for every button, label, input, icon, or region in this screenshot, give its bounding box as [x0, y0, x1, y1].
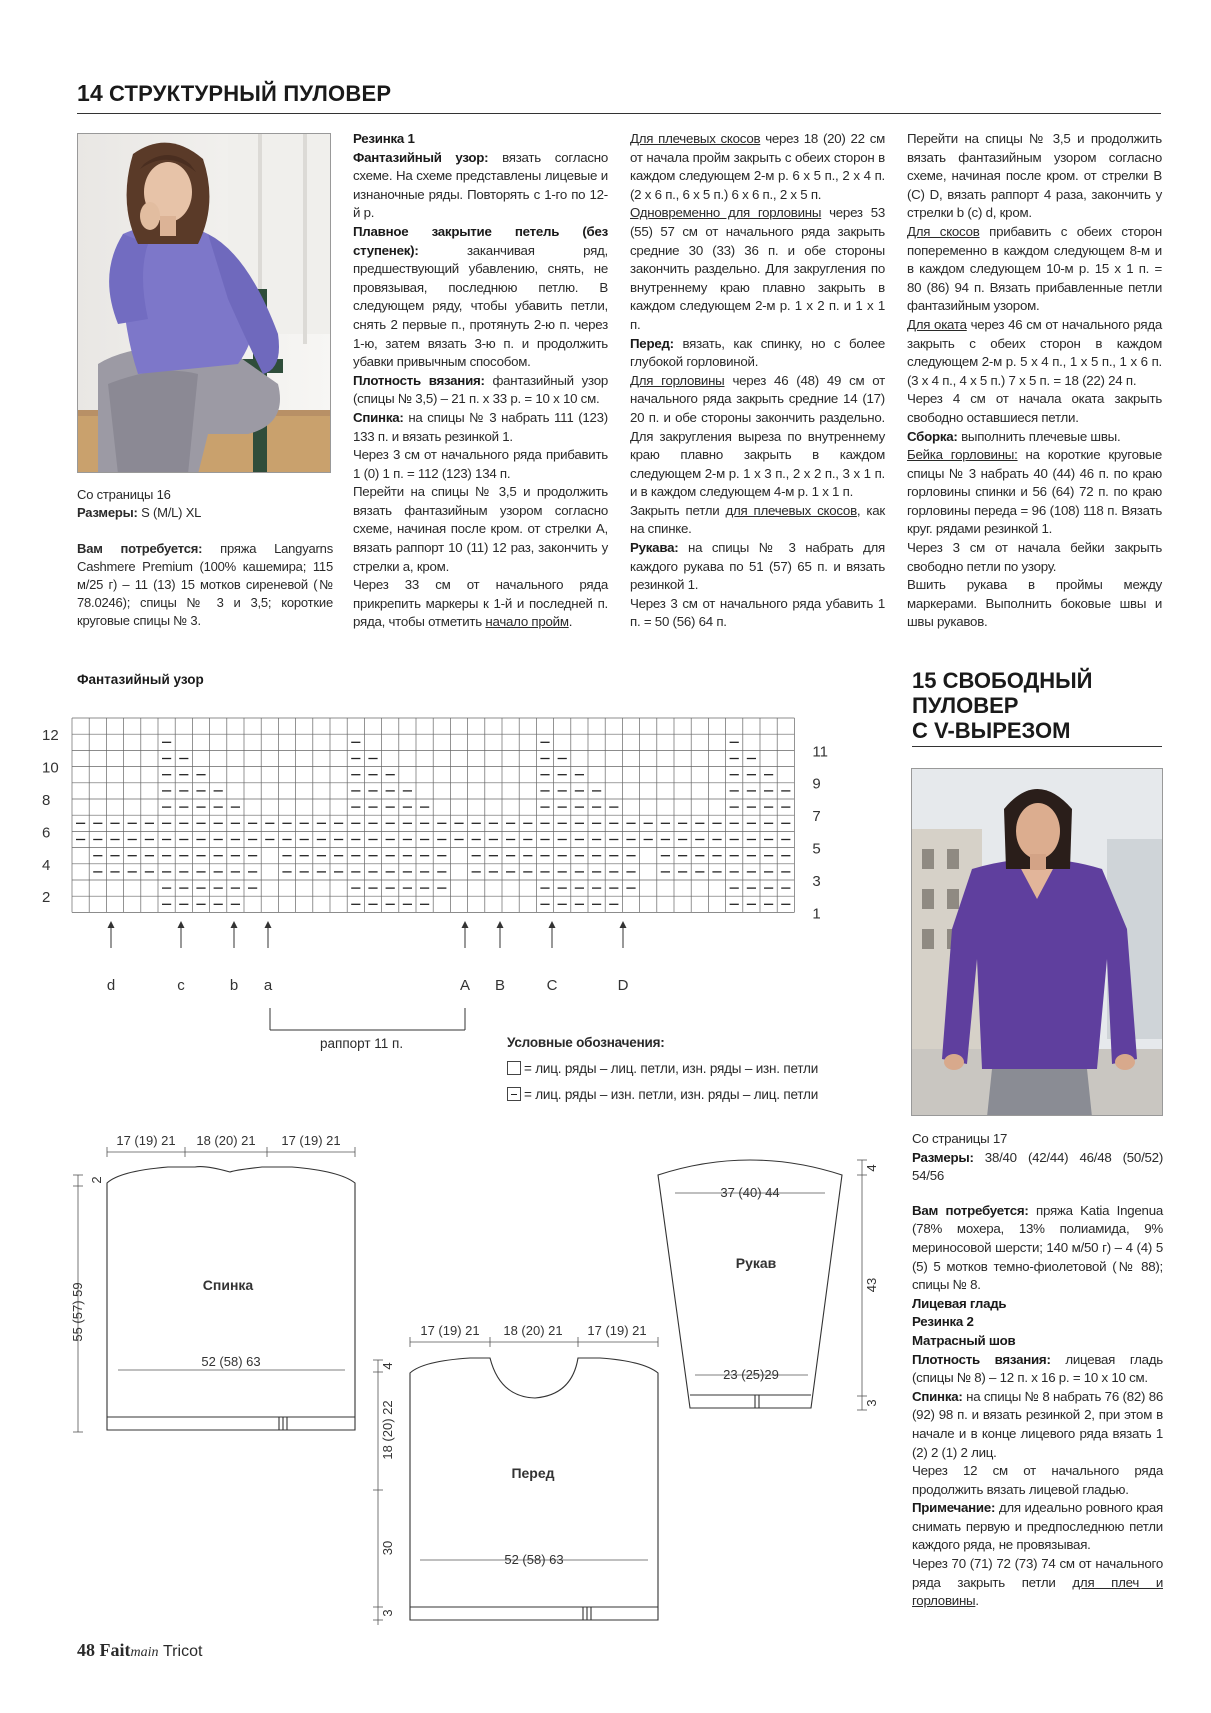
row-number-left: 12: [42, 727, 59, 745]
magazine-brand-main: main: [130, 1645, 159, 1660]
pattern-15-title-line-1: СВОБОДНЫЙ: [942, 668, 1093, 693]
row-number-right: 1: [812, 905, 821, 923]
row-numbers-left: [42, 727, 59, 906]
paragraph: Через 33 см от начального ряда прикрепить маркеры к 1-й и последней п. ряда, чтобы отметить начало пройм.: [353, 577, 608, 630]
paragraph: Через 12 см от начального ряда продолжить вязать лицевой гладью.: [912, 1463, 1163, 1497]
row-number-right: 11: [812, 743, 828, 761]
paragraph: Спинка: на спицы № 8 набрать 76 (82) 86 (92) 98 п. и вязать резинкой 2, при этом в начале и в конце лицевого ряда вязать 1 (2) 2 (1) 2 лиц.: [912, 1388, 1163, 1460]
page-number: 48: [77, 1640, 95, 1660]
paragraph: Для горловины через 46 (48) 49 см от начального ряда закрыть средние 14 (17) 20 п. и обе стороны закончить раздельно. Для закругления выреза по внутреннему краю плавно закрыть в каждом следующем 2-м р. 1 х 3 п., 2 х 2 п., 3 х 1 п. и в каждом следующем 4-м р. 1 х 1 п.: [630, 372, 886, 500]
dimension-label: 18 (20) 21: [503, 1323, 563, 1338]
dimension-label: 43: [864, 1277, 879, 1293]
paragraph: Закрыть петли для плечевых скосов, как на спинке.: [630, 502, 885, 537]
row-number-right: 7: [812, 808, 821, 826]
row-number-left: 8: [42, 792, 51, 809]
paragraph: Матрасный шов: [912, 1332, 1016, 1348]
paragraph: Плотность вязания: фантазийный узор (спицы № 3,5) – 21 п. х 33 р. = 10 х 10 см.: [353, 372, 608, 407]
arrow-up-icon: [462, 921, 469, 928]
dimension-label: 37 (40) 44: [720, 1185, 780, 1200]
row-number-right: 9: [812, 775, 821, 793]
back-label: Спинка: [202, 1277, 254, 1293]
dimension-label: 55 (57) 59: [70, 1282, 85, 1342]
dimension-label: 30: [380, 1540, 395, 1556]
dimension-label: 4: [380, 1362, 395, 1370]
instructions-column-2: [353, 130, 608, 632]
paragraph: Через 3 см от начального ряда убавить 1 п. = 50 (56) 64 п.: [630, 595, 885, 630]
paragraph: Для скосов прибавить с обеих сторон попеременно в каждом следующем 8-м и в каждом следующем 10-м р. 15 х 1 п. = 80 (86) 94 п. Вязать прибавленные петли фантазийным узором.: [907, 223, 1162, 314]
paragraph: Плотность вязания: лицевая гладь (спицы № 8) – 12 п. х 16 р. = 10 х 10 см.: [912, 1351, 1163, 1386]
dimension-label: 17 (19) 21: [116, 1133, 176, 1148]
front-label: Перед: [511, 1465, 555, 1481]
pattern-15-rule: [912, 746, 1162, 747]
pattern-14-heading: [77, 80, 1161, 114]
row-number-left: 2: [42, 889, 51, 907]
arrow-label: D: [617, 977, 629, 990]
paragraph: Фантазийный узор: вязать согласно схеме. На схеме представлены лицевые и изнаночные ряды. Повторять с 1-го по 12-й р.: [353, 149, 608, 221]
arrow-up-icon: [108, 921, 115, 928]
front-outline: [410, 1358, 658, 1620]
paragraph: Для оката через 46 см от начального ряда закрыть с обеих сторон в каждом следующем 2-м р. 5 х 4 п., 1 х 5 п., 1 х 6 п. (3 х 4 п., 4 х 5 п.) 7 х 5 п. = 18 (22) 24 п.: [907, 316, 1162, 388]
paragraph: Для плечевых скосов через 18 (20) 22 см от начала пройм закрыть с обеих сторон в каждом следующем 2-м р. 6 х 5 п., 2 х 4 п. (2 х 6 п., 6 х 5 п.) 6 х 6 п., 2 х 5 п.: [630, 131, 886, 202]
sizes-14: Размеры: S (M/L) XL: [77, 505, 202, 520]
dimension-label: 52 (58) 63: [201, 1354, 261, 1369]
dimension-label: 17 (19) 21: [587, 1323, 647, 1338]
materials-14: Вам потребуется: пряжа Langyarns Cashmere Premium (100% кашемира; 115 м/25 г) – 11 (13) 15 мотков сиреневой (№ 78.0246); спицы № 3 и 3,5; короткие круговые спицы № 3.: [77, 541, 333, 628]
dimension-label: 2: [89, 1176, 104, 1184]
pattern-number: 14: [77, 80, 103, 106]
page-footer: [77, 1640, 202, 1661]
dimension-label: 23 (25)29: [723, 1367, 779, 1382]
arrow-label: c: [177, 977, 185, 990]
dimension-label: 18 (20) 22: [380, 1400, 395, 1460]
arrow-label: B: [494, 977, 506, 990]
arrow-label: C: [546, 977, 558, 990]
paragraph: Примечание: для идеально ровного края снимать первую и предпоследнюю петли каждого ряда, не провязывая.: [912, 1500, 1163, 1553]
paragraph: Спинка: на спицы № 3 набрать 111 (123) 133 п. и вязать резинкой 1.: [353, 409, 608, 444]
arrow-up-icon: [497, 921, 504, 928]
paragraph: Резинка 1: [353, 131, 415, 146]
pattern-15-heading: [912, 668, 1162, 743]
model-photo-15: [911, 768, 1163, 1116]
instructions-column-3: [630, 130, 885, 632]
paragraph: Вам потребуется: пряжа Katia Ingenua (78% мохера, 13% полиамида, 9% мериносовой шерсти; 140 м/50 г) – 4 (4) 5 (5) 5 мотков темно-фиолетовой (№ 88); спицы № 8.: [912, 1202, 1163, 1293]
arrow-label: b: [229, 977, 239, 990]
arrow-label: d: [106, 977, 116, 990]
paragraph: Плавное закрытие петель (без ступенек): заканчивая ряд, предшествующий убавлению, снять, не провязывая, последнюю петлю. В следующем ряду, чтобы убавить петли, снять 2 первые п., протянуть 2-ю п. через 1-ю, затем вязать 3-ю п. и продолжить убавки привычным способом.: [353, 223, 608, 370]
paragraph: Вшить рукава в проймы между маркерами. Выполнить боковые швы и швы рукавов.: [907, 577, 1162, 630]
legend-title: Условные обозначения:: [507, 1035, 665, 1050]
dimension-label: 18 (20) 21: [196, 1133, 256, 1148]
paragraph: Сборка: выполнить плечевые швы.: [907, 428, 1121, 444]
pattern-15-text: [912, 1130, 1163, 1611]
paragraph: Лицевая гладь: [912, 1295, 1007, 1311]
legend: [507, 1030, 867, 1108]
from-page-14: Со страницы 16: [77, 487, 171, 502]
paragraph: Через 3 см от начального ряда прибавить 1 (0) 1 п. = 112 (123) 134 п.: [353, 447, 608, 481]
dimension-label: 17 (19) 21: [281, 1133, 341, 1148]
arrow-up-icon: [265, 921, 272, 928]
row-number-left: 10: [42, 759, 59, 777]
dimension-label: 4: [864, 1164, 879, 1172]
paragraph: Перед: вязать, как спинку, но с более глубокой горловиной.: [630, 335, 885, 370]
magazine-brand: Fait: [99, 1640, 131, 1660]
paragraph: Бейка горловины: на короткие круговые спицы № 3 набрать 40 (44) 46 п. по краю горловины спинки и 56 (64) 72 п. по краю горловины переда = 96 (108) 118 п. Вязать круг. рядами резинкой 1.: [907, 447, 1162, 537]
row-number-left: 4: [42, 856, 51, 874]
paragraph: Перейти на спицы № 3,5 и продолжить вязать фантазийным узором согласно схеме, начиная после кром. от стрелки В (С) D, вязать раппорт 4 раза, закончить у стрелки b (c) d, кром.: [907, 131, 1162, 221]
chart-arrows: [107, 921, 629, 990]
row-numbers-right: [812, 743, 828, 922]
pattern-14-caption: [77, 486, 333, 630]
arrow-up-icon: [178, 921, 185, 928]
dimension-label: 3: [864, 1399, 879, 1407]
paragraph: Резинка 2: [912, 1314, 974, 1330]
row-number-right: 3: [812, 872, 821, 890]
model-photo-14: [77, 133, 331, 473]
legend-item-knit: = лиц. ряды – лиц. петли, изн. ряды – изн. петли: [507, 1056, 867, 1082]
row-number-left: 6: [42, 824, 51, 842]
pattern-15-title-line-3: С V-ВЫРЕЗОМ: [912, 718, 1071, 743]
magazine-brand-tricot: Tricot: [163, 1643, 203, 1660]
paragraph: Через 70 (71) 72 (73) 74 см от начального ряда закрыть петли для плеч и горловины.: [912, 1556, 1164, 1609]
purl-symbol-icon: [507, 1087, 521, 1101]
pattern-15-title-line-2: ПУЛОВЕР: [912, 693, 1019, 718]
paragraph: Через 3 см от начала бейки закрыть свободно петли по узору.: [907, 540, 1162, 574]
dimension-label: 52 (58) 63: [504, 1552, 564, 1567]
stitch-chart: [30, 700, 900, 990]
sleeve-label: Рукав: [735, 1255, 777, 1271]
arrow-up-icon: [620, 921, 627, 928]
back-outline: [107, 1167, 355, 1430]
row-number-right: 5: [812, 840, 821, 858]
instructions-column-4: [907, 130, 1162, 632]
arrow-up-icon: [231, 921, 238, 928]
arrow-up-icon: [549, 921, 556, 928]
dimension-label: 3: [380, 1609, 395, 1617]
dimension-label: 17 (19) 21: [420, 1323, 480, 1338]
arrow-label: a: [263, 977, 273, 990]
chart-title: Фантазийный узор: [77, 672, 204, 687]
knit-symbol-icon: [507, 1061, 521, 1075]
garment-schematics: [0, 1120, 900, 1640]
paragraph: Рукава: на спицы № 3 набрать для каждого рукава по 51 (57) 65 п. и вязать резинкой 1.: [630, 540, 885, 593]
arrow-label: A: [459, 977, 471, 990]
pattern-title: СТРУКТУРНЫЙ ПУЛОВЕР: [108, 81, 392, 106]
paragraph: Размеры: 38/40 (42/44) 46/48 (50/52) 54/56: [912, 1149, 1163, 1184]
pattern-15-number: 15: [912, 668, 937, 693]
paragraph: Одновременно для горловины через 53 (55) 57 см от начального ряда закрыть средние 30 (33) 36 п. и обе стороны закончить раздельно. Для закругления по внутреннему краю плавно закрыть в каждом следующем 2-м р. 1 х 2 п. и 1 х 1 п.: [630, 205, 885, 332]
paragraph: Со страницы 17: [912, 1131, 1008, 1146]
paragraph: Через 4 см от начала оката закрыть свободно оставшиеся петли.: [907, 391, 1162, 425]
repeat-label: раппорт 11 п.: [320, 1036, 404, 1051]
chart-grid: [72, 718, 794, 912]
legend-item-purl: = лиц. ряды – изн. петли, изн. ряды – лиц. петли: [507, 1082, 867, 1108]
paragraph: Перейти на спицы № 3,5 и продолжить вязать фантазийным узором согласно схеме, начиная после кром. от стрелки А, вязать раппорт 10 (11) 12 раз, закончить у стрелки а, кром.: [353, 484, 608, 574]
